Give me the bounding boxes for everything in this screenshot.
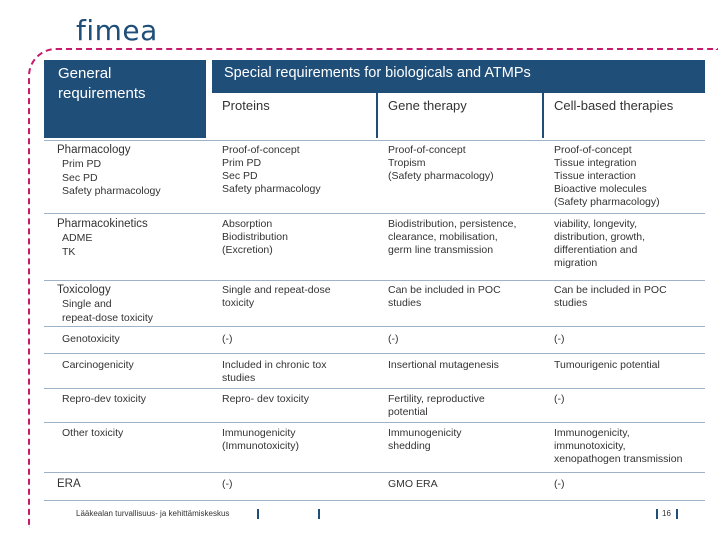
cell-cell-pharmacology: Proof-of-concept Tissue integration Tissue interaction Bioactive molecules (Safety pharmacology) <box>554 144 660 208</box>
cell-gene-other-toxicity: Immunogenicity shedding <box>388 427 462 452</box>
cell-cell-toxicology: Can be included in POC studies <box>554 284 667 309</box>
row-head-pharmacology: Pharmacology <box>57 144 131 156</box>
cell-cell-repro-dev: (-) <box>554 393 565 405</box>
row-divider <box>44 500 705 501</box>
row-sub-carcinogenicity: Carcinogenicity <box>62 359 134 371</box>
row-divider <box>44 388 705 389</box>
row-divider <box>44 422 705 423</box>
row-sub-repro-dev: Repro-dev toxicity <box>62 393 147 405</box>
row-sub-pharmacology: Prim PD Sec PD Safety pharmacology <box>62 158 161 197</box>
row-sub-other-toxicity: Other toxicity <box>62 427 124 439</box>
row-divider <box>44 472 705 473</box>
cell-proteins-era: (-) <box>222 478 233 490</box>
cell-proteins-repro-dev: Repro- dev toxicity <box>222 393 309 405</box>
footer-divider <box>676 509 678 519</box>
cell-gene-pharmacokinetics: Biodistribution, persistence, clearance, mobilisation, germ line transmission <box>388 218 517 256</box>
row-head-pharmacokinetics: Pharmacokinetics <box>57 218 148 230</box>
cell-gene-pharmacology: Proof-of-concept Tropism (Safety pharmacology) <box>388 144 494 182</box>
row-divider <box>44 280 705 281</box>
row-sub-toxicology: Single and repeat-dose toxicity <box>62 298 154 324</box>
cell-gene-genotoxicity: (-) <box>388 333 399 345</box>
row-divider <box>44 353 705 354</box>
footer-divider <box>656 509 658 519</box>
cell-cell-era: (-) <box>554 478 565 490</box>
cell-cell-carcinogenicity: Tumourigenic potential <box>554 359 660 371</box>
footer-divider <box>257 509 259 519</box>
row-head-era: ERA <box>57 478 81 490</box>
fimea-logo: fimea <box>76 14 158 47</box>
column-header-cell-based: Cell-based therapies <box>544 93 705 138</box>
row-divider <box>44 326 705 327</box>
cell-proteins-carcinogenicity: Included in chronic tox studies <box>222 359 327 384</box>
column-header-proteins: Proteins <box>212 93 376 138</box>
cell-proteins-pharmacokinetics: Absorption Biodistribution (Excretion) <box>222 218 288 256</box>
cell-proteins-other-toxicity: Immunogenicity (Immunotoxicity) <box>222 427 300 452</box>
header-general-requirements: General requirements <box>44 60 206 138</box>
row-head-toxicology: Toxicology <box>57 284 111 296</box>
cell-proteins-genotoxicity: (-) <box>222 333 233 345</box>
page-number: 16 <box>662 509 671 518</box>
cell-gene-era: GMO ERA <box>388 478 438 490</box>
cell-gene-carcinogenicity: Insertional mutagenesis <box>388 359 499 371</box>
cell-gene-toxicology: Can be included in POC studies <box>388 284 501 309</box>
cell-cell-genotoxicity: (-) <box>554 333 565 345</box>
row-sub-pharmacokinetics: ADME TK <box>62 232 93 258</box>
cell-cell-pharmacokinetics: viability, longevity, distribution, growth, differentiation and migration <box>554 218 646 269</box>
column-header-gene-therapy: Gene therapy <box>378 93 542 138</box>
cell-cell-other-toxicity: Immunogenicity, immunotoxicity, xenopathogen transmission <box>554 427 683 465</box>
footer-organization: Lääkealan turvallisuus- ja kehittämiskeskus <box>76 509 230 518</box>
cell-gene-repro-dev: Fertility, reproductive potential <box>388 393 485 418</box>
header-title: Special requirements for biologicals and ATMPs <box>224 65 531 81</box>
cell-proteins-toxicology: Single and repeat-dose toxicity <box>222 284 331 309</box>
footer-divider <box>318 509 320 519</box>
row-sub-genotoxicity: Genotoxicity <box>62 333 120 345</box>
cell-proteins-pharmacology: Proof-of-concept Prim PD Sec PD Safety pharmacology <box>222 144 321 195</box>
row-divider <box>44 140 705 141</box>
row-divider <box>44 213 705 214</box>
